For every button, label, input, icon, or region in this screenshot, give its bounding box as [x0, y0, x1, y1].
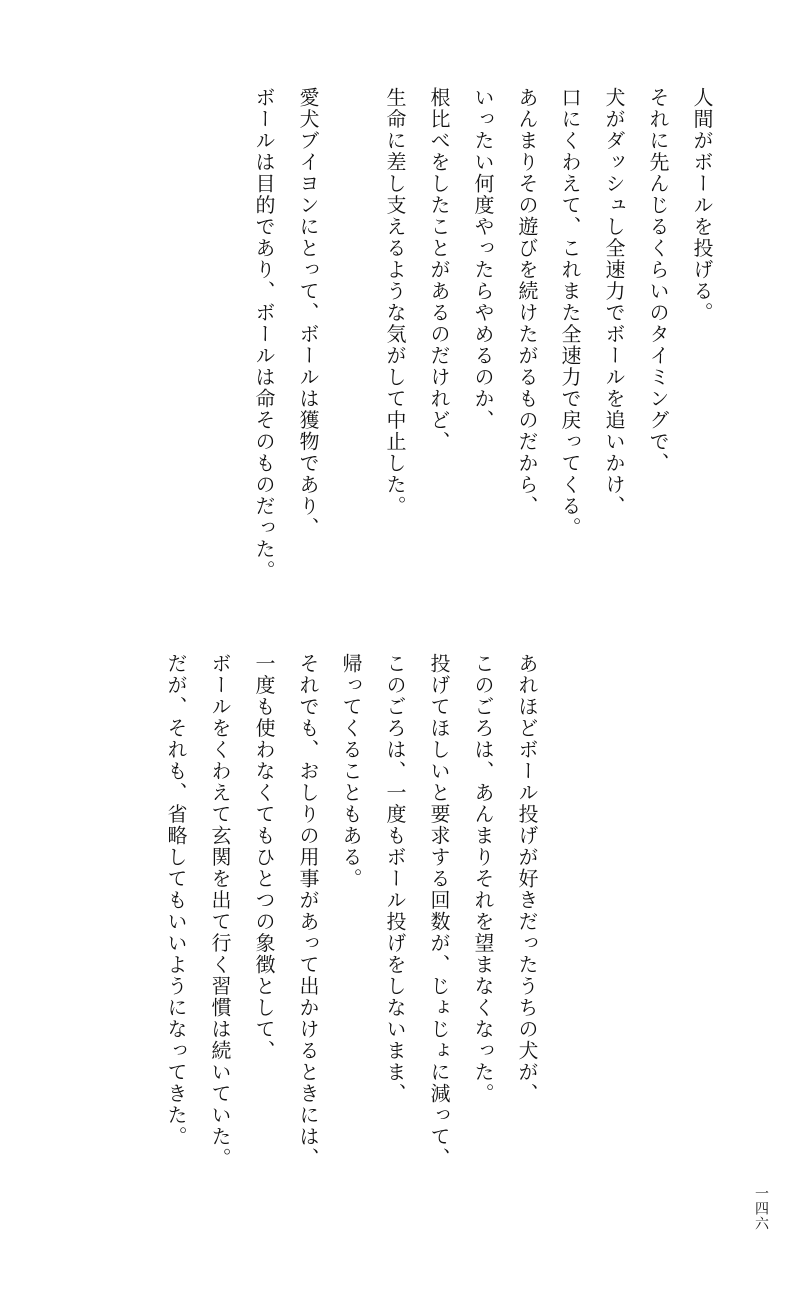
text-line: ボールは目的であり、ボールは命そのものだった。 [252, 87, 276, 582]
text-line: 口にくわえて、これまた全速力で戻ってくる。 [558, 87, 582, 539]
text-line: このごろは、あんまりそれを望まなくなった。 [471, 653, 495, 1105]
text-line: このごろは、一度もボール投げをしないまま、 [383, 653, 407, 1105]
text-line: 生命に差し支えるような気がして中止した。 [383, 87, 407, 517]
page-number: 一四六 [753, 1186, 769, 1231]
text-line: 投げてほしいと要求する回数が、じょじょに減って、 [427, 653, 451, 1169]
text-line: それでも、おしりの用事があって出かけるときには、 [296, 653, 320, 1169]
text-line: 愛犬ブイヨンにとって、ボールは獲物であり、 [296, 87, 320, 539]
text-line: だが、それも、省略してもいいようになってきた。 [164, 653, 188, 1148]
text-line: 帰ってくることもある。 [339, 653, 363, 890]
text-line: 犬がダッシュし全速力でボールを追いかけ、 [602, 87, 626, 517]
text-line: それに先んじるくらいのタイミングで、 [646, 87, 670, 474]
text-line: いったい何度やったらやめるのか、 [471, 87, 495, 431]
text-line: 一度も使わなくてもひとつの象徴として、 [252, 653, 276, 1062]
text-line: ボールをくわえて玄関を出て行く習慣は続いていた。 [208, 653, 232, 1169]
text-line: 人間がボールを投げる。 [690, 87, 714, 324]
text-line: あんまりその遊びを続けたがるものだから、 [515, 87, 539, 517]
text-line: 根比べをしたことがあるのだけれど、 [427, 87, 451, 453]
text-line: あれほどボール投げが好きだったうちの犬が、 [515, 653, 539, 1105]
